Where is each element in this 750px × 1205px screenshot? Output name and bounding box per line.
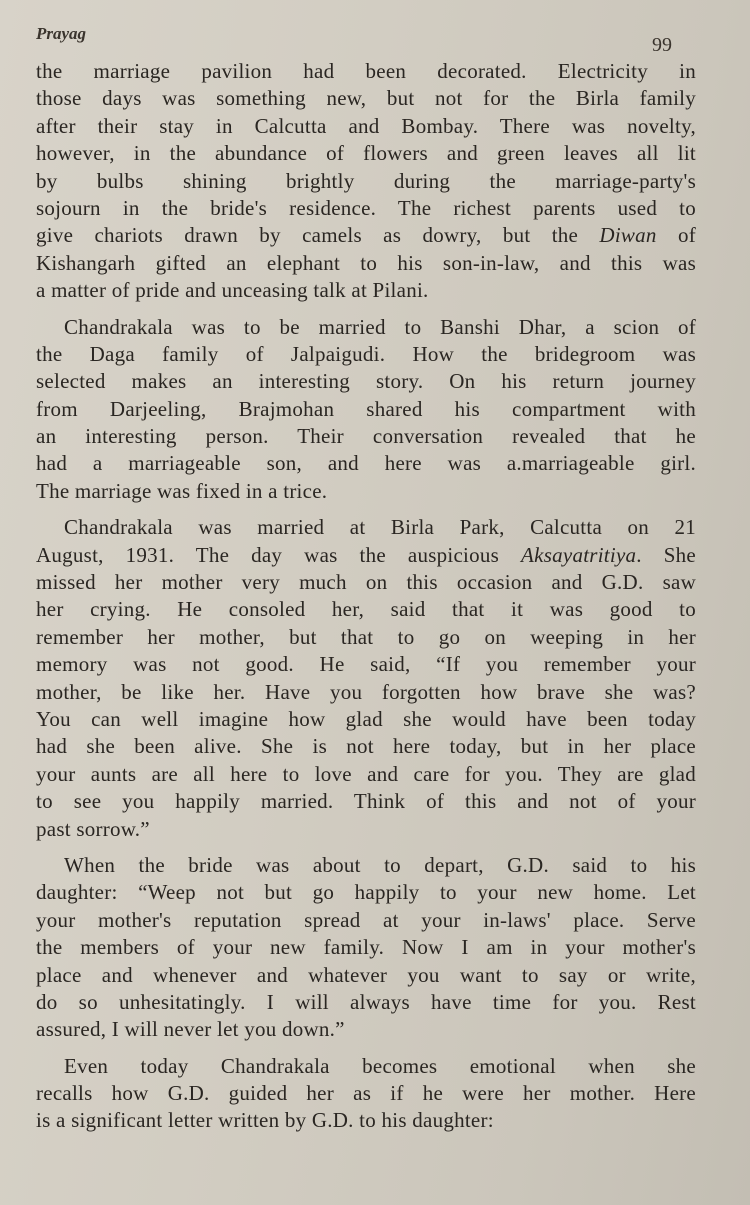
text-line: had a marriageable son, and here was a.marriageable girl. [36, 451, 696, 476]
text-line: those days was something new, but not for the Birla family [36, 86, 696, 111]
paragraph [36, 58, 696, 305]
text-line: sojourn in the bride's residence. The richest parents used to [36, 195, 696, 220]
text-line: is a significant letter written by G.D. to his daughter: [36, 1108, 494, 1133]
running-title: Prayag [36, 24, 87, 43]
text-line: a matter of pride and unceasing talk at Pilani. [36, 278, 429, 303]
text-line: place and whenever and whatever you want to say or write, [36, 962, 696, 987]
text-line: Kishangarh gifted an elephant to his son-in-law, and this was [36, 250, 696, 275]
text-line: Chandrakala was married at Birla Park, Calcutta on 21 [64, 515, 696, 540]
italic-term: Aksayatritiya [521, 542, 637, 567]
italic-term: Diwan [599, 223, 657, 248]
text-line: the Daga family of Jalpaigudi. How the bridegroom was [36, 341, 696, 366]
text-line: mother, be like her. Have you forgotten how brave she was? [36, 679, 696, 704]
text-segment: of [656, 223, 696, 248]
text-line: an interesting person. Their conversation revealed that he [36, 424, 696, 449]
text-line: do so unhesitatingly. I will always have time for you. Rest [36, 989, 696, 1014]
text-line: from Darjeeling, Brajmohan shared his compartment with [36, 396, 696, 421]
text-line: her crying. He consoled her, said that it was good to [36, 597, 696, 622]
text-line: the marriage pavilion had been decorated. Electricity in [36, 59, 696, 83]
text-line: to see you happily married. Think of this and not of your [36, 789, 696, 814]
text-line: You can well imagine how glad she would have been today [36, 706, 696, 731]
text-line: the members of your new family. Now I am in your mother's [36, 935, 696, 960]
text-line: selected makes an interesting story. On his return journey [36, 369, 696, 394]
text-line: assured, I will never let you down.” [36, 1017, 345, 1042]
text-line: missed her mother very much on this occasion and G.D. saw [36, 570, 696, 595]
text-line: recalls how G.D. guided her as if he were her mother. Here [36, 1081, 696, 1106]
text-segment: give chariots drawn by camels as dowry, but the [36, 223, 600, 248]
text-line: Even today Chandrakala becomes emotional when she [64, 1053, 696, 1078]
text-line: The marriage was fixed in a trice. [36, 478, 328, 503]
text-line [36, 542, 696, 569]
paragraph [36, 514, 696, 843]
text-line: When the bride was about to depart, G.D. said to his [64, 852, 696, 877]
text-line: by bulbs shining brightly during the marriage-party's [36, 168, 696, 193]
text-line: daughter: “Weep not but go happily to your new home. Let [36, 880, 696, 905]
paragraph [36, 852, 696, 1044]
text-line: your aunts are all here to love and care for you. They are glad [36, 761, 696, 786]
text-line [36, 222, 696, 249]
paragraph [36, 1053, 696, 1135]
text-line: after their stay in Calcutta and Bombay. There was novelty, [36, 113, 696, 138]
text-segment: . She [636, 542, 697, 567]
text-line: past sorrow.” [36, 816, 150, 841]
text-line: however, in the abundance of flowers and green leaves all lit [36, 141, 696, 166]
text-segment: August, 1931. The day was the auspicious [36, 542, 522, 567]
text-line: Chandrakala was to be married to Banshi Dhar, a scion of [64, 314, 696, 339]
body-text [36, 58, 696, 1135]
page-number: 99 [652, 34, 672, 56]
text-line: your mother's reputation spread at your in-laws' place. Serve [36, 907, 696, 932]
text-line: remember her mother, but that to go on weeping in her [36, 624, 696, 649]
text-line: memory was not good. He said, “If you remember your [36, 652, 696, 677]
text-line: had she been alive. She is not here today, but in her place [36, 734, 696, 759]
paragraph [36, 314, 696, 506]
